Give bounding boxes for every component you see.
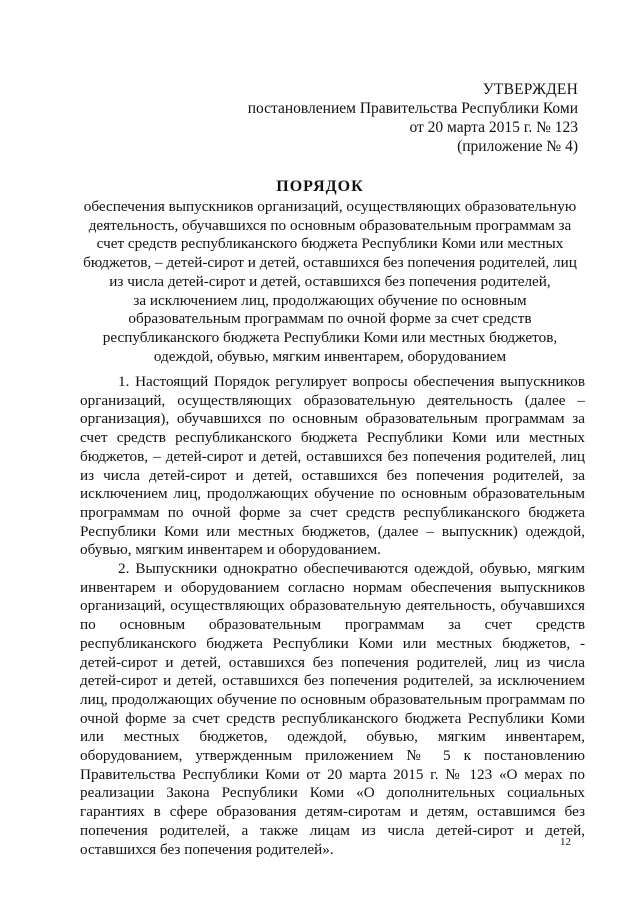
subtitle-line: деятельность, обучавшихся по основным образовательным программам за <box>88 216 572 234</box>
subtitle-line: обеспечения выпускников организаций, осуществляющих образовательную <box>83 198 577 215</box>
approval-line-1: постановлением Правительства Республики Коми <box>247 100 578 117</box>
subtitle-line: республиканского бюджета Республики Коми или местных бюджетов, <box>102 328 558 346</box>
subtitle-line: образовательным программам по очной форме за счет средств <box>128 310 532 328</box>
subtitle-line: счет средств республиканского бюджета Республики Коми или местных <box>96 235 564 253</box>
subtitle-line: одеждой, обувью, мягким инвентарем, оборудованием <box>153 347 507 365</box>
approval-stamp-block <box>218 80 578 156</box>
subtitle-line: за исключением лиц, продолжающих обучение по основным <box>133 291 527 309</box>
subtitle-line: из числа детей-сирот и детей, оставшихся без попечения родителей, <box>109 272 551 290</box>
approval-line-3: (приложение № 4) <box>457 138 578 155</box>
page-number: 12 <box>560 836 571 848</box>
paragraph-2: 2. Выпускники однократно обеспечиваются одеждой, обувью, мягким инвентарем и оборудованием согласно нормам обеспечения выпускников организаций, осуществляющих образовательную деятельность, обучавшихся по основным образовательным программам за счет средств республиканского бюджета Республики Коми или местных бюджетов, - детей-сирот и детей, оставшихся без попечения родителей, лиц из числа детей-сирот и детей, оставшихся без попечения родителей, за исключением лиц, продолжающих обучение по основным образовательным программам по очной форме за счет средств республиканского бюджета Республики Коми или местных бюджетов, одеждой, обувью, мягким инвентарем, оборудованием, утвержденным приложением № 5 к постановлению Правительства Республики Коми от 20 марта 2015 г. № 123 «О мерах по реализации Закона Республики Коми «О дополнительных социальных гарантиях в сфере образования детям-сиротам и детям, оставшимся без попечения родителей, а также лицам из числа детей-сирот и детей, оставшихся без попечения родителей». <box>80 560 585 858</box>
approval-line-2: от 20 марта 2015 г. № 123 <box>409 119 578 136</box>
document-body <box>80 373 585 859</box>
subtitle-line: бюджетов, – детей-сирот и детей, оставшихся без попечения родителей, лиц <box>83 254 577 272</box>
document-title: ПОРЯДОК <box>276 178 364 195</box>
paragraph-1: 1. Настоящий Порядок регулирует вопросы обеспечения выпускников организаций, осуществляющих образовательную деятельность (далее – организация), обучавшихся по основным образовательным программам за счет средств республиканского бюджета Республики Коми или местных бюджетов, – детей-сирот и детей, оставшихся без попечения родителей, лиц из числа детей-сирот и детей, оставшихся без попечения родителей, за исключением лиц, продолжающих обучение по основным образовательным программам по очной форме за счет средств республиканского бюджета Республики Коми или местных бюджетов, (далее – выпускник) одеждой, обувью, мягким инвентарем и оборудованием. <box>80 373 585 559</box>
approval-heading: УТВЕРЖДЕН <box>482 81 578 98</box>
document-subtitle <box>80 198 580 366</box>
